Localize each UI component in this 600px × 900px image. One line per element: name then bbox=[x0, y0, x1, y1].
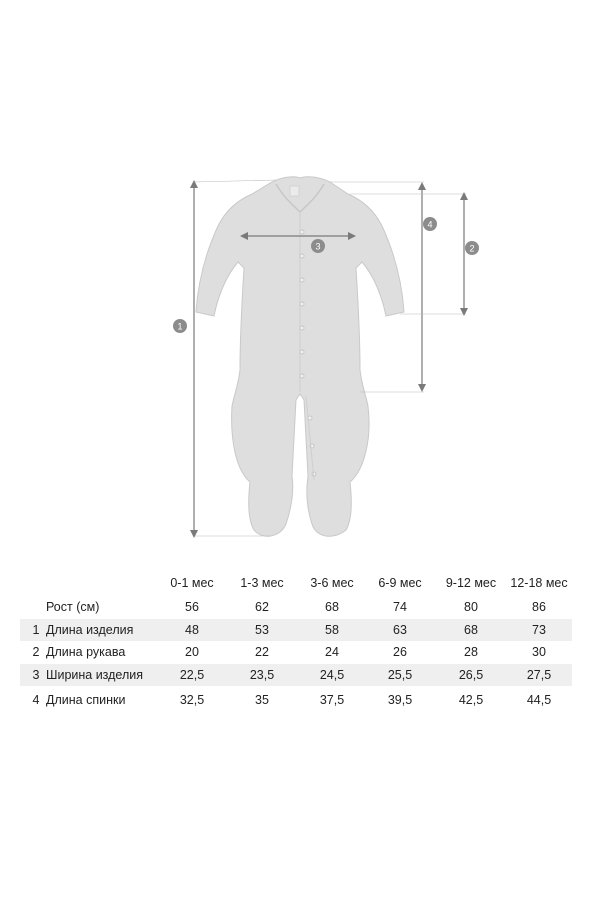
row-label: Длина изделия bbox=[46, 622, 134, 637]
badge-3-text: 3 bbox=[315, 241, 321, 252]
column-header: 1-3 мес bbox=[240, 576, 284, 590]
row-label: Ширина изделия bbox=[46, 667, 144, 682]
table-cell: 24 bbox=[325, 645, 339, 660]
row-number: 2 bbox=[32, 645, 40, 660]
table-cell: 68 bbox=[464, 622, 478, 637]
row-label: Длина рукава bbox=[46, 645, 126, 660]
badge-2-text: 2 bbox=[469, 243, 475, 254]
badge-1-text: 1 bbox=[177, 321, 183, 332]
table-row-sleeve bbox=[20, 641, 572, 664]
table-cell: 42,5 bbox=[458, 693, 484, 707]
table-row-width bbox=[20, 664, 572, 687]
table-cell: 63 bbox=[393, 622, 407, 637]
table-cell: 22 bbox=[255, 645, 269, 660]
badge-4-text: 4 bbox=[427, 219, 433, 230]
table-cell: 23,5 bbox=[249, 667, 275, 682]
table-cell: 32,5 bbox=[179, 693, 205, 707]
collar-label bbox=[290, 186, 299, 196]
table-cell: 74 bbox=[393, 600, 407, 615]
table-cell: 68 bbox=[325, 600, 339, 615]
table-cell: 24,5 bbox=[319, 667, 345, 682]
table-cell: 20 bbox=[185, 645, 199, 660]
table-cell: 35 bbox=[255, 693, 269, 707]
table-cell: 62 bbox=[255, 600, 269, 615]
row-number bbox=[26, 596, 46, 619]
table-cell: 56 bbox=[185, 600, 199, 615]
table-row-height bbox=[20, 596, 572, 619]
sleepsuit-drawing bbox=[196, 177, 404, 536]
row-number: 4 bbox=[32, 693, 40, 707]
table-row-back bbox=[20, 686, 572, 714]
column-header: 12-18 мес bbox=[510, 576, 568, 590]
table-cell: 28 bbox=[464, 645, 478, 660]
table-cell: 26,5 bbox=[458, 667, 484, 682]
row-label: Длина спинки bbox=[46, 693, 126, 707]
table-cell: 73 bbox=[532, 622, 546, 637]
table-cell: 44,5 bbox=[526, 693, 552, 707]
table-row-length bbox=[20, 619, 572, 642]
table-cell: 48 bbox=[185, 622, 199, 637]
table-cell: 30 bbox=[532, 645, 546, 660]
row-label: Рост (см) bbox=[46, 600, 100, 615]
table-cell: 37,5 bbox=[319, 693, 345, 707]
row-number: 3 bbox=[32, 667, 40, 682]
column-header: 3-6 мес bbox=[310, 576, 354, 590]
table-cell: 53 bbox=[255, 622, 269, 637]
table-header-row bbox=[20, 570, 572, 596]
table-cell: 39,5 bbox=[387, 693, 413, 707]
table-cell: 22,5 bbox=[179, 667, 205, 682]
row-number: 1 bbox=[32, 622, 40, 637]
column-header: 6-9 мес bbox=[378, 576, 422, 590]
table-cell: 26 bbox=[393, 645, 407, 660]
column-header: 9-12 мес bbox=[445, 576, 497, 590]
column-header: 0-1 мес bbox=[170, 576, 214, 590]
table-cell: 80 bbox=[464, 600, 478, 615]
table-cell: 27,5 bbox=[526, 667, 552, 682]
table-cell: 25,5 bbox=[387, 667, 413, 682]
table-cell: 86 bbox=[532, 600, 546, 615]
size-chart-table bbox=[20, 570, 572, 714]
table-cell: 58 bbox=[325, 622, 339, 637]
